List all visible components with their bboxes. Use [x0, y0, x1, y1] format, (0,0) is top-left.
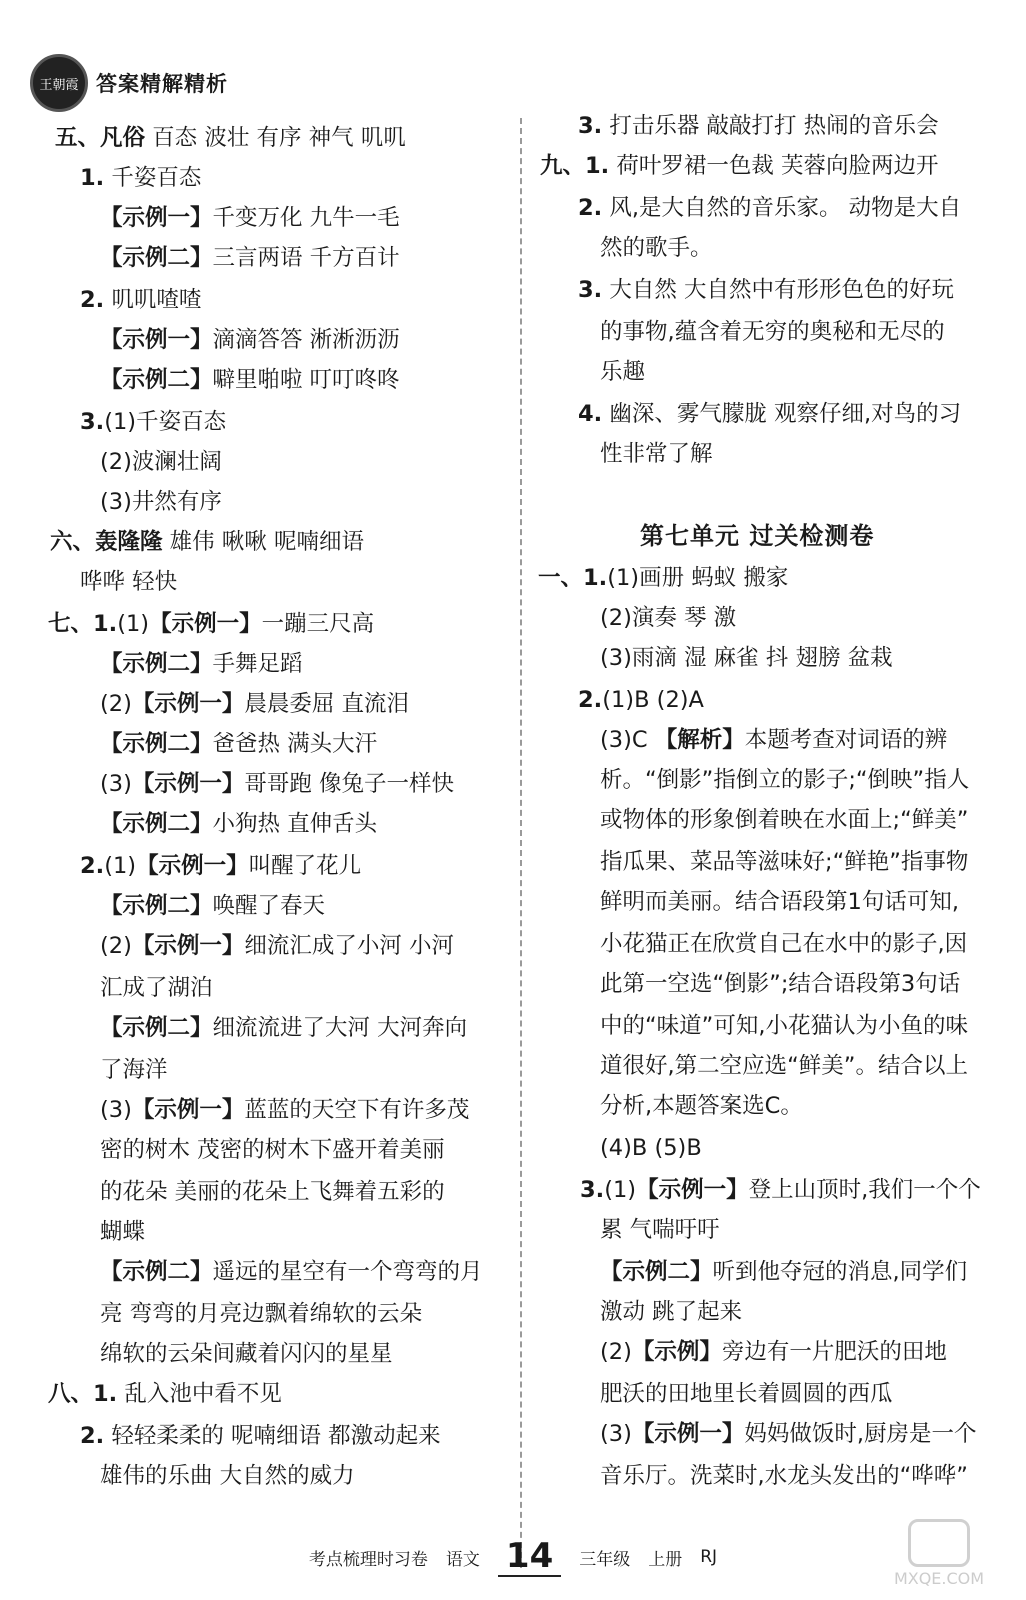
left-answer-line [100, 684, 409, 724]
answer-text: 亮 弯弯的月亮边飘着绵软的云朵 [100, 1301, 423, 1327]
answer-text: 细流汇成了小河 小河 [244, 933, 455, 959]
right-answer-line [600, 1414, 977, 1454]
answer-text: 【示例一】 [131, 1097, 245, 1123]
page-header [30, 48, 228, 118]
left-answer-line [100, 198, 400, 238]
right-answer-line [600, 1006, 968, 1046]
right-answer-line [600, 1086, 803, 1126]
answer-text: 【示例二】 [100, 893, 213, 919]
answer-text: 【示例二】 [100, 367, 213, 393]
answer-text: 2. [578, 687, 603, 713]
answer-text: 妈妈做饭时,厨房是一个 [744, 1421, 977, 1447]
answer-text: (1) [117, 611, 150, 637]
answer-text: 鲜明而美丽。结合语段第1句话可知, [600, 889, 959, 915]
answer-text: 噼里啪啦 叮叮咚咚 [212, 367, 400, 393]
answer-text: (3)井然有序 [100, 489, 222, 515]
answer-text: (1)B (2)A [602, 687, 704, 713]
answer-text: (3)雨滴 湿 麻雀 抖 翅膀 盆栽 [600, 645, 893, 671]
answer-text: 九、1. [540, 153, 610, 179]
answer-text: (3) [100, 1097, 132, 1123]
left-answer-line [100, 1172, 445, 1212]
right-answer-line [600, 1046, 968, 1086]
answer-text: 五、凡俗 [55, 125, 146, 151]
left-answer-line [100, 1334, 393, 1374]
right-answer-line [600, 1332, 947, 1372]
left-answer-line [55, 118, 406, 158]
answer-text: 【示例一】 [136, 853, 249, 879]
watermark [864, 1510, 1014, 1588]
left-answer-line [100, 1090, 469, 1130]
right-answer-line [578, 680, 704, 720]
answer-text: (2) [600, 1339, 632, 1365]
right-answer-line [600, 434, 713, 474]
answer-text: 小狗热 直伸舌头 [212, 811, 378, 837]
left-answer-line [48, 604, 374, 644]
right-answer-line [600, 882, 959, 922]
answer-text: 4. [578, 401, 603, 427]
answer-text: 密的树木 茂密的树木下盛开着美丽 [100, 1137, 445, 1163]
answer-text: 雄伟 啾啾 呢喃细语 [162, 529, 364, 555]
left-answer-line [80, 846, 361, 886]
right-answer-line [600, 312, 945, 352]
right-answer-line [600, 638, 893, 678]
right-answer-line [578, 270, 954, 310]
left-answer-line [100, 238, 400, 278]
left-answer-line [80, 280, 201, 320]
left-answer-line [100, 644, 303, 684]
answer-text: 2. [80, 287, 105, 313]
right-answer-line [580, 1170, 981, 1210]
answer-text: 旁边有一片肥沃的田地 [721, 1339, 947, 1365]
answer-text: (2) [100, 691, 132, 717]
right-answer-line [538, 558, 788, 598]
answer-text: 【示例二】 [100, 811, 213, 837]
left-answer-line [100, 1130, 445, 1170]
answer-text: 音乐厅。洗菜时,水龙头发出的“哗哗” [600, 1463, 968, 1489]
page-number: 14 [498, 1537, 561, 1577]
right-answer-line [600, 352, 645, 392]
column-divider [520, 118, 522, 1568]
answer-text: 大自然 大自然中有形形色色的好玩 [602, 277, 955, 303]
answer-text: 【示例二】 [100, 651, 213, 677]
answer-text: 叫醒了花儿 [248, 853, 362, 879]
left-answer-line [48, 1374, 282, 1414]
left-answer-line [100, 1456, 355, 1496]
answer-text: 蓝蓝的天空下有许多茂 [244, 1097, 470, 1123]
footer-term: 上册 [648, 1549, 683, 1570]
answer-text: 遥远的星空有一个弯弯的月 [212, 1259, 483, 1285]
answer-text: 三言两语 千方百计 [212, 245, 400, 271]
right-answer-line [600, 800, 968, 840]
answer-text: 哥哥跑 像兔子一样快 [244, 771, 455, 797]
answer-text: 3. [80, 409, 105, 435]
answer-text: 3. [578, 277, 603, 303]
right-answer-line [600, 1292, 742, 1332]
footer-edition: RJ [700, 1547, 718, 1567]
right-answer-line [600, 720, 947, 760]
answer-text: 此第一空选“倒影”;结合语段第3句话 [600, 971, 961, 997]
answer-text: 2. [80, 853, 105, 879]
left-answer-line [100, 1050, 168, 1090]
left-answer-line [100, 482, 222, 522]
left-answer-line [100, 968, 213, 1008]
answer-text: 千姿百态 [104, 165, 202, 191]
right-answer-line [600, 1210, 720, 1250]
left-answer-line [100, 320, 400, 360]
answer-text: 蝴蝶 [100, 1219, 146, 1245]
left-answer-line [100, 442, 222, 482]
answer-text: 手舞足蹈 [212, 651, 303, 677]
answer-text: 打击乐器 敲敲打打 热闹的音乐会 [602, 113, 939, 139]
answer-text: 然的歌手。 [600, 235, 713, 261]
answer-text: 【解析】 [654, 727, 745, 753]
answer-text: 幽深、雾气朦胧 观察仔细,对鸟的习 [602, 401, 962, 427]
answer-text: 叽叽喳喳 [104, 287, 202, 313]
answer-text: 晨晨委屈 直流泪 [244, 691, 410, 717]
left-answer-line [100, 1252, 483, 1292]
answer-text: 八、1. [48, 1381, 118, 1407]
answer-text: 雄伟的乐曲 大自然的威力 [100, 1463, 355, 1489]
right-answer-line [578, 106, 939, 146]
answer-text: (1)千姿百态 [104, 409, 227, 435]
answer-text: 【示例二】 [100, 731, 213, 757]
answer-text: 千变万化 九牛一毛 [212, 205, 400, 231]
answer-text: (3)C [600, 727, 655, 753]
answer-text: 3. [580, 1177, 605, 1203]
brand-logo-text: 王朝霞 [39, 77, 79, 93]
right-answer-line [600, 964, 960, 1004]
left-answer-line [100, 886, 325, 926]
left-answer-line [100, 1008, 467, 1048]
watermark-badge-icon [908, 1519, 970, 1567]
answer-text: 了海洋 [100, 1057, 168, 1083]
right-answer-line [600, 1128, 702, 1168]
answer-text: 哗哗 轻快 [80, 569, 178, 595]
answer-text: 【示例一】 [636, 1177, 749, 1203]
answer-text: (2) [100, 933, 132, 959]
answer-text: (4)B (5)B [600, 1135, 702, 1161]
left-answer-line [100, 1294, 422, 1334]
answer-text: (2)演奏 琴 激 [600, 605, 737, 631]
footer-book: 考点梳理时习卷 [308, 1549, 428, 1570]
answer-text: 的事物,蕴含着无穷的奥秘和无尽的 [600, 319, 945, 345]
answer-text: (1) [604, 1177, 637, 1203]
answer-text: 激动 跳了起来 [600, 1299, 743, 1325]
left-answer-line [80, 402, 226, 442]
answer-text: 【示例二】 [100, 1259, 213, 1285]
answer-text: (3) [600, 1421, 632, 1447]
left-answer-line [80, 158, 201, 198]
answer-text: 本题考查对词语的辨 [744, 727, 948, 753]
answer-text: 的花朵 美丽的花朵上飞舞着五彩的 [100, 1179, 445, 1205]
answer-text: 【示例一】 [149, 611, 262, 637]
answer-text: 【示例二】 [100, 245, 213, 271]
answer-text: 中的“味道”可知,小花猫认为小鱼的味 [600, 1013, 968, 1039]
right-answer-line [600, 924, 967, 964]
answer-text: 七、1. [48, 611, 118, 637]
right-answer-line [600, 1456, 968, 1496]
answer-text: 析。“倒影”指倒立的影子;“倒映”指人 [600, 767, 970, 793]
footer-subject: 语文 [445, 1549, 480, 1570]
answer-text: 风,是大自然的音乐家。 动物是大自 [602, 195, 962, 221]
answer-text: 百态 波壮 有序 神气 叽叽 [145, 125, 406, 151]
answer-text: 荷叶罗裙一色裁 芙蓉向脸两边开 [609, 153, 939, 179]
answer-text: 乱入池中看不见 [117, 1381, 282, 1407]
left-answer-line [50, 522, 364, 562]
answer-text: 1. [80, 165, 105, 191]
footer-grade: 三年级 [579, 1549, 631, 1570]
answer-text: 3. [578, 113, 603, 139]
answer-text: (3) [100, 771, 132, 797]
answer-text: 【示例一】 [131, 933, 245, 959]
answer-text: 【示例二】 [600, 1259, 713, 1285]
answer-text: 汇成了湖泊 [100, 975, 213, 1001]
header-title: 答案精解精析 [96, 72, 228, 96]
right-answer-line [540, 146, 939, 186]
left-answer-line [80, 562, 177, 602]
answer-text: 或物体的形象倒着映在水面上;“鲜美” [600, 807, 969, 833]
watermark-text: MXQE.COM [893, 1569, 985, 1588]
answer-text: 乐趣 [600, 359, 646, 385]
answer-text: (1)画册 蚂蚁 搬家 [607, 565, 789, 591]
answer-text: 唤醒了春天 [212, 893, 326, 919]
answer-text: 指瓜果、菜品等滋味好;“鲜艳”指事物 [600, 849, 969, 875]
answer-text: 六、轰隆隆 [50, 529, 163, 555]
answer-text: 爸爸热 满头大汗 [212, 731, 378, 757]
right-answer-line [578, 394, 961, 434]
right-answer-line [600, 598, 736, 638]
answer-text: 2. [80, 1423, 105, 1449]
left-answer-line [100, 926, 454, 966]
answer-text: 肥沃的田地里长着圆圆的西瓜 [600, 1381, 893, 1407]
answer-text: 【示例一】 [131, 691, 245, 717]
answer-text: (2)波澜壮阔 [100, 449, 222, 475]
left-answer-line [100, 764, 454, 804]
answer-text: 【示例二】 [100, 1015, 213, 1041]
left-answer-line [100, 724, 377, 764]
answer-text: 轻轻柔柔的 呢喃细语 都激动起来 [104, 1423, 441, 1449]
right-answer-line [600, 1252, 967, 1292]
answer-text: 累 气喘吁吁 [600, 1217, 720, 1243]
answer-text: 【示例】 [631, 1339, 722, 1365]
right-answer-line [600, 842, 968, 882]
answer-text: 分析,本题答案选C。 [600, 1093, 803, 1119]
answer-text: 【示例一】 [131, 771, 245, 797]
answer-text: 第七单元 过关检测卷 [640, 522, 875, 550]
left-answer-line [100, 1212, 145, 1252]
right-answer-line [640, 516, 874, 556]
answer-text: 一蹦三尺高 [261, 611, 375, 637]
answer-text: 【示例一】 [100, 327, 213, 353]
left-answer-line [80, 1416, 441, 1456]
right-answer-line [600, 1374, 893, 1414]
right-answer-line [600, 228, 713, 268]
answer-text: 道很好,第二空应选“鲜美”。结合以上 [600, 1053, 968, 1079]
answer-text: 【示例一】 [100, 205, 213, 231]
right-answer-line [578, 188, 961, 228]
left-answer-line [100, 360, 400, 400]
answer-text: 性非常了解 [600, 441, 713, 467]
answer-text: 滴滴答答 淅淅沥沥 [212, 327, 400, 353]
answer-text: 【示例一】 [631, 1421, 745, 1447]
right-answer-line [600, 760, 969, 800]
left-answer-line [100, 804, 377, 844]
brand-logo [30, 54, 88, 112]
answer-text: 小花猫正在欣赏自己在水中的影子,因 [600, 931, 968, 957]
answer-text: 2. [578, 195, 603, 221]
answer-text: (1) [104, 853, 137, 879]
answer-text: 听到他夺冠的消息,同学们 [712, 1259, 968, 1285]
answer-text: 登上山顶时,我们一个个 [748, 1177, 981, 1203]
answer-text: 绵软的云朵间藏着闪闪的星星 [100, 1341, 393, 1367]
answer-text: 一、1. [538, 565, 608, 591]
answer-text: 细流流进了大河 大河奔向 [212, 1015, 468, 1041]
